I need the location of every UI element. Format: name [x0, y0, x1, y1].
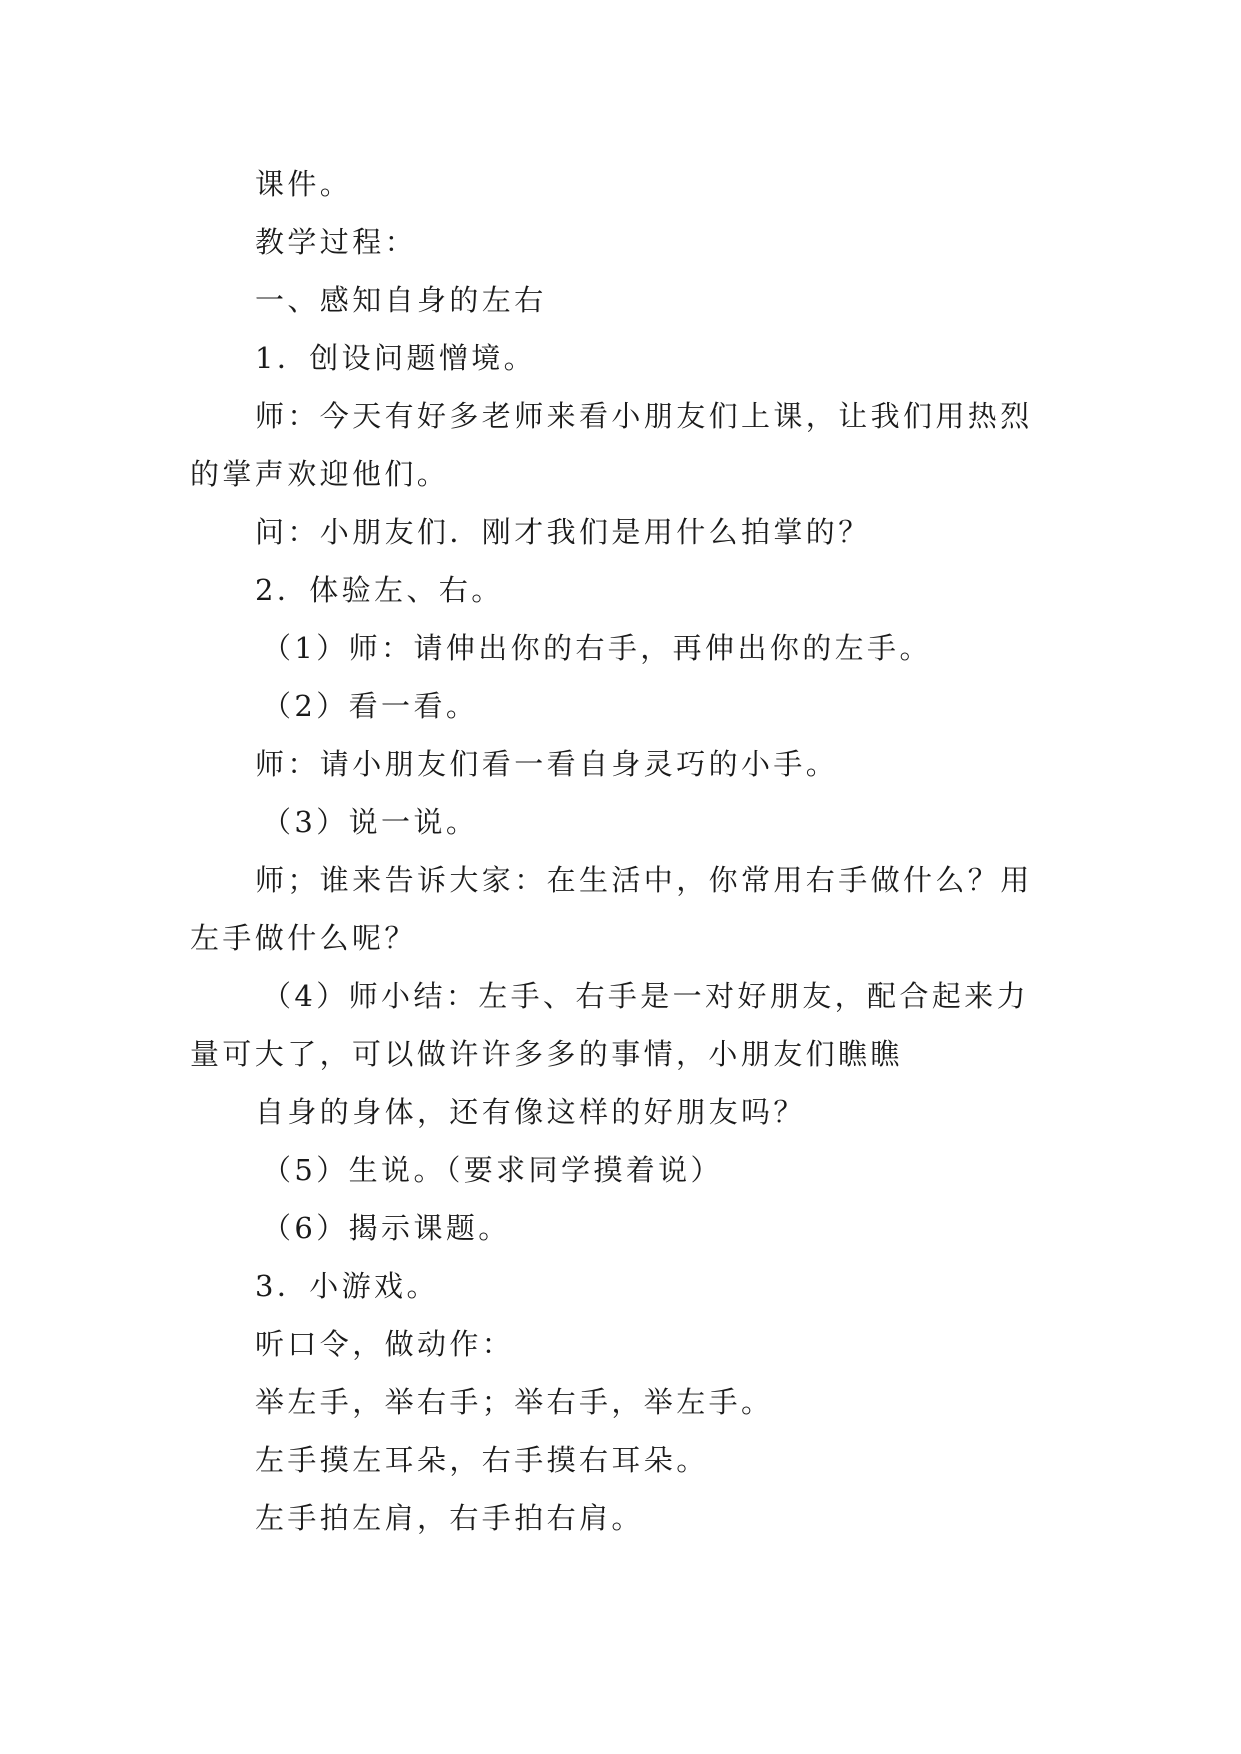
text-line: 课件。 [255, 167, 353, 201]
text-line: 听口令，做动作： [255, 1327, 515, 1361]
text-line: 的掌声欢迎他们。 [190, 457, 450, 491]
text-line: （6）揭示课题。 [262, 1211, 511, 1245]
text-line: 1．创设问题憎境。 [255, 341, 537, 375]
text-line: （1）师：请伸出你的右手，再伸出你的左手。 [262, 631, 932, 665]
text-line: 左手拍左肩，右手拍右肩。 [255, 1501, 644, 1535]
text-line: 左手做什么呢？ [190, 921, 417, 955]
text-line: 量可大了，可以做许许多多的事情，小朋友们瞧瞧 [190, 1037, 903, 1071]
text-line: 师：请小朋友们看一看自身灵巧的小手。 [255, 747, 839, 781]
text-line: 师；谁来告诉大家：在生活中，你常用右手做什么？用 [255, 863, 1033, 897]
text-line: （2）看一看。 [262, 689, 479, 723]
text-line: 左手摸左耳朵，右手摸右耳朵。 [255, 1443, 709, 1477]
text-line: 问：小朋友们．刚才我们是用什么拍掌的？ [255, 515, 871, 549]
text-line: 2．体验左、右。 [255, 573, 504, 607]
section-heading: 一、感知自身的左右 [255, 283, 547, 317]
text-line: 教学过程： [255, 225, 418, 259]
text-line: 师：今天有好多老师来看小朋友们上课，让我们用热烈 [255, 399, 1033, 433]
text-line: 3．小游戏。 [255, 1269, 439, 1303]
text-line: 自身的身体，还有像这样的好朋友吗？ [255, 1095, 806, 1129]
text-line: 举左手，举右手；举右手，举左手。 [255, 1385, 774, 1419]
text-line: （5）生说。（要求同学摸着说） [262, 1153, 723, 1187]
text-line: （4）师小结：左手、右手是一对好朋友，配合起来力 [262, 979, 1030, 1013]
text-line: （3）说一说。 [262, 805, 479, 839]
